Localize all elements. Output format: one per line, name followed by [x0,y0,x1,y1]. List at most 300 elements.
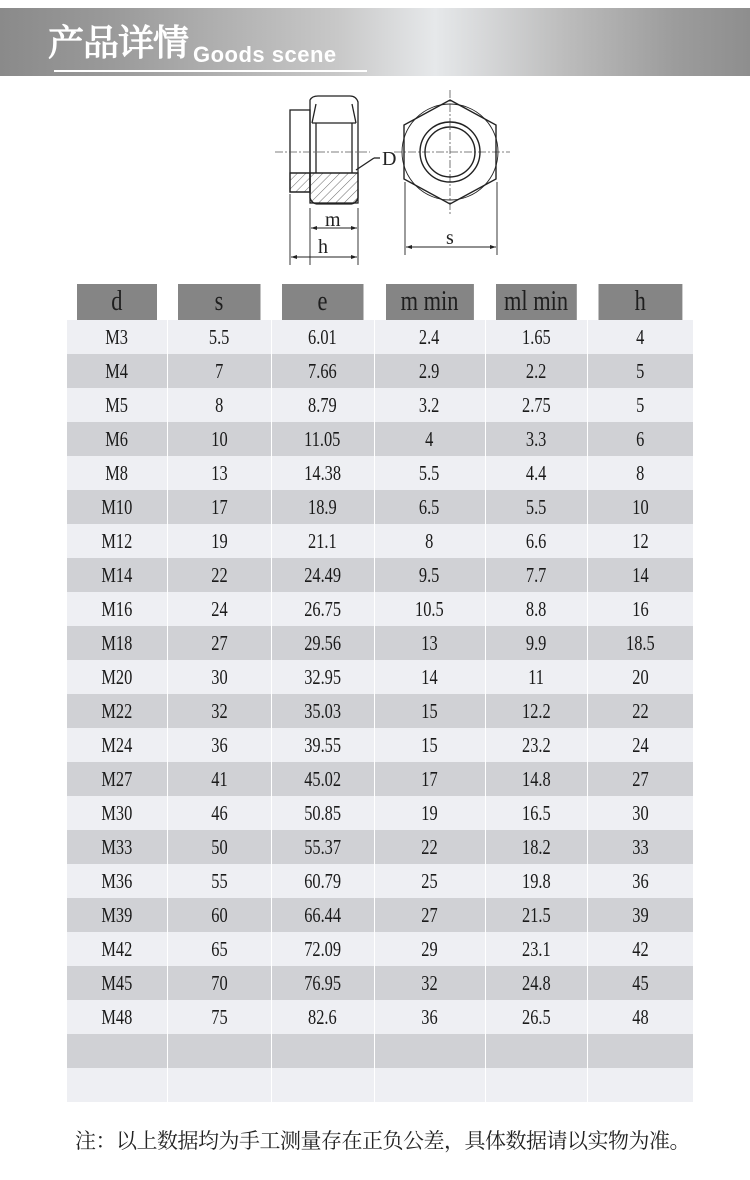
cell-value: 8.8 [525,597,547,621]
table-cell [271,932,374,966]
cell-value: 36 [632,869,649,893]
cell-value: 45 [632,971,649,995]
table-cell [485,388,587,422]
table-cell [485,898,587,932]
dimension-label-h: h [318,236,328,258]
table-cell [587,490,693,524]
table-cell [67,1034,167,1068]
cell-value: M24 [101,733,133,757]
cell-value: 11 [528,665,544,689]
cell-value: 26.5 [521,1005,551,1029]
table-cell [485,320,587,354]
table-cell [587,524,693,558]
cell-value: 17 [421,767,438,791]
cell-value: 29.56 [304,631,341,655]
table-cell [67,422,167,456]
table-cell [271,762,374,796]
cell-value: M45 [101,971,133,995]
table-cell [374,932,485,966]
cell-value: M4 [105,359,129,383]
banner-title-cn: 产品详情 [48,23,189,64]
table-cell [374,1068,485,1102]
table-row [67,728,693,762]
measurement-disclaimer-note: 注：以上数据均为手工测量存在正负公差，具体数据请以实物为准。 [75,1129,690,1153]
cell-value: 50.85 [304,801,341,825]
cell-value: 4 [425,427,434,451]
column-header-d: d [77,284,157,320]
table-cell [374,490,485,524]
table-row [67,898,693,932]
table-cell [374,524,485,558]
table-cell [167,524,271,558]
cell-value: 9.9 [525,631,547,655]
table-cell [271,864,374,898]
cell-value: 3.3 [525,427,547,451]
cell-value: M16 [101,597,133,621]
table-cell [587,796,693,830]
cell-value: 19.8 [521,869,551,893]
table-row [67,796,693,830]
cell-value: M48 [101,1005,133,1029]
cell-value: 8 [636,461,645,485]
cell-value: M22 [101,699,133,723]
cell-value: 66.44 [304,903,341,927]
table-cell [485,558,587,592]
cell-value: 70 [210,971,228,995]
dimension-label-m: m [325,209,341,231]
table-cell [485,694,587,728]
table-cell [67,966,167,1000]
cell-value: 17 [210,495,228,519]
table-cell [374,558,485,592]
table-cell [271,354,374,388]
table-cell [374,320,485,354]
cell-value: 60.79 [304,869,341,893]
cell-value: 60 [210,903,228,927]
table-cell [271,898,374,932]
table-cell [271,524,374,558]
table-row [67,762,693,796]
table-cell [167,456,271,490]
table-cell [271,320,374,354]
table-row [67,422,693,456]
table-cell [271,592,374,626]
nut-spec-table [67,284,693,1102]
cell-value: 65 [210,937,228,961]
table-cell [67,830,167,864]
table-cell [67,592,167,626]
table-cell [485,524,587,558]
table-cell [67,456,167,490]
table-cell [485,728,587,762]
cell-value: 48 [632,1005,649,1029]
table-cell [485,626,587,660]
table-cell [271,490,374,524]
cell-value: 41 [210,767,228,791]
table-cell [587,966,693,1000]
cell-value: 19 [210,529,228,553]
cell-value: 14.38 [304,461,341,485]
cell-value: 24 [632,733,649,757]
table-cell [587,354,693,388]
cell-value: 9.5 [419,563,440,587]
cell-value: 25 [421,869,438,893]
cell-value: 5 [636,393,645,417]
table-cell [374,660,485,694]
table-cell [271,1034,374,1068]
cell-value: 22 [421,835,438,859]
cell-value: 22 [632,699,649,723]
table-cell [374,762,485,796]
table-cell [167,660,271,694]
cell-value: 30 [210,665,228,689]
cell-value: M6 [105,427,129,451]
cell-value: 33 [632,835,649,859]
cell-value: 21.5 [521,903,551,927]
cell-value: 10 [632,495,649,519]
cell-value: 5.5 [208,325,230,349]
cell-value: 50 [210,835,228,859]
cell-value: 27 [632,767,649,791]
cell-value: 29 [421,937,438,961]
cell-value: 14 [421,665,438,689]
table-row [67,830,693,864]
cell-value: 7.7 [525,563,547,587]
table-cell [271,1068,374,1102]
cell-value: 5 [636,359,645,383]
column-header-s: s [177,284,260,320]
table-row [67,864,693,898]
cell-value: 82.6 [308,1005,337,1029]
cell-value: M3 [105,325,129,349]
table-cell [167,1000,271,1034]
cell-value: 18.9 [308,495,337,519]
table-cell [587,558,693,592]
cell-value: M30 [101,801,133,825]
cell-value: 13 [421,631,438,655]
cell-value: 22 [210,563,228,587]
table-cell [374,796,485,830]
table-cell [374,830,485,864]
table-cell [167,422,271,456]
table-row [67,592,693,626]
table-cell [67,796,167,830]
cell-value: 8.79 [308,393,337,417]
table-cell [374,966,485,1000]
cell-value: M20 [101,665,133,689]
table-cell [485,1000,587,1034]
table-cell [167,728,271,762]
table-cell [67,864,167,898]
table-cell [485,932,587,966]
table-cell [485,830,587,864]
cell-value: 11.05 [304,427,341,451]
table-cell [374,1000,485,1034]
table-cell [374,898,485,932]
cell-value: 27 [421,903,438,927]
table-cell [374,354,485,388]
table-cell [485,796,587,830]
cell-value: M18 [101,631,133,655]
table-cell [587,762,693,796]
table-cell [67,558,167,592]
cell-value: M14 [101,563,133,587]
table-row [67,660,693,694]
dimension-label-s: s [446,227,454,249]
table-row [67,490,693,524]
cell-value: M8 [105,461,129,485]
table-cell [67,660,167,694]
column-header-m-min: m min [385,284,474,320]
table-cell [374,626,485,660]
table-cell [374,864,485,898]
table-cell [587,898,693,932]
table-cell [271,422,374,456]
cell-value: 24 [210,597,228,621]
table-row [67,456,693,490]
table-cell [167,762,271,796]
column-header-h: h [598,284,683,320]
cell-value: 30 [632,801,649,825]
table-row [67,320,693,354]
table-cell [485,1068,587,1102]
cell-value: M5 [105,393,129,417]
table-header-row [67,284,693,320]
cell-value: 1.65 [521,325,551,349]
table-cell [587,864,693,898]
table-cell [485,966,587,1000]
table-cell [587,728,693,762]
table-cell [587,320,693,354]
table-cell [67,932,167,966]
cell-value: 2.75 [521,393,551,417]
cell-value: 21.1 [308,529,337,553]
cell-value: 6.5 [419,495,440,519]
table-row [67,626,693,660]
cell-value: 14.8 [521,767,551,791]
cell-value: 2.4 [419,325,440,349]
table-cell [271,694,374,728]
cell-value: 4 [636,325,645,349]
table-cell [271,796,374,830]
cell-value: 8 [214,393,224,417]
cell-value: 32.95 [304,665,341,689]
cell-value: 23.1 [521,937,551,961]
table-cell [67,626,167,660]
table-cell [374,592,485,626]
cell-value: 42 [632,937,649,961]
cell-value: 39.55 [304,733,341,757]
table-cell [374,388,485,422]
nut-technical-drawing [270,90,520,270]
cell-value: 55.37 [304,835,341,859]
cell-value: 5.5 [419,461,440,485]
table-cell [485,354,587,388]
column-header-m1-min: ml min [495,284,577,320]
cell-value: 27 [210,631,228,655]
cell-value: 36 [210,733,228,757]
table-cell [167,626,271,660]
table-body [67,320,693,1102]
table-cell [67,388,167,422]
table-row [67,1068,693,1102]
table-cell [167,354,271,388]
cell-value: M33 [101,835,133,859]
table-cell [67,694,167,728]
cell-value: 32 [421,971,438,995]
table-cell [271,728,374,762]
table-cell [167,966,271,1000]
cell-value: 8 [425,529,434,553]
table-cell [587,1000,693,1034]
table-row [67,932,693,966]
table-cell [271,558,374,592]
cell-value: 45.02 [304,767,341,791]
cell-value: 14 [632,563,649,587]
cell-value: 10.5 [415,597,444,621]
table-cell [374,694,485,728]
table-row [67,694,693,728]
cell-value: 32 [210,699,228,723]
table-cell [67,1000,167,1034]
cell-value: 7 [214,359,224,383]
table-cell [587,592,693,626]
table-cell [67,1068,167,1102]
table-cell [167,1034,271,1068]
table-cell [587,932,693,966]
table-row [67,558,693,592]
cell-value: M36 [101,869,133,893]
table-cell [587,830,693,864]
section-banner [0,8,750,76]
table-cell [485,490,587,524]
cell-value: 18.2 [521,835,551,859]
cell-value: 12.2 [521,699,551,723]
table-cell [485,592,587,626]
table-cell [271,660,374,694]
table-cell [67,728,167,762]
cell-value: 35.03 [304,699,341,723]
table-row [67,1034,693,1068]
cell-value: M12 [101,529,133,553]
cell-value: 16.5 [521,801,551,825]
cell-value: 55 [210,869,228,893]
table-cell [167,830,271,864]
cell-value: 72.09 [304,937,341,961]
table-cell [271,830,374,864]
table-cell [587,1068,693,1102]
table-cell [271,966,374,1000]
banner-underline [54,70,367,72]
table-cell [167,932,271,966]
table-cell [485,422,587,456]
table-cell [167,320,271,354]
table-cell [374,728,485,762]
table-cell [587,422,693,456]
table-cell [271,626,374,660]
cell-value: 4.4 [525,461,547,485]
cell-value: 46 [210,801,228,825]
cell-value: 12 [632,529,649,553]
table-cell [271,456,374,490]
table-cell [587,1034,693,1068]
cell-value: 3.2 [419,393,440,417]
table-cell [587,694,693,728]
table-row [67,388,693,422]
cell-value: M27 [101,767,133,791]
table-cell [485,762,587,796]
table-cell [167,694,271,728]
cell-value: 13 [210,461,228,485]
cell-value: 39 [632,903,649,927]
cell-value: 23.2 [521,733,551,757]
cell-value: 10 [210,427,228,451]
table-cell [374,456,485,490]
table-cell [167,1068,271,1102]
cell-value: 76.95 [304,971,341,995]
cell-value: 6.6 [525,529,547,553]
table-cell [67,354,167,388]
cell-value: 5.5 [525,495,547,519]
table-cell [167,592,271,626]
cell-value: 24.8 [521,971,551,995]
table-cell [167,388,271,422]
table-cell [167,796,271,830]
cell-value: 15 [421,733,438,757]
cell-value: 36 [421,1005,438,1029]
table-cell [485,456,587,490]
cell-value: 15 [421,699,438,723]
table-cell [485,864,587,898]
table-cell [374,422,485,456]
nylon-lock-nut-diagram-icon [270,90,520,270]
cell-value: M42 [101,937,133,961]
table-cell [167,864,271,898]
cell-value: 20 [632,665,649,689]
table-cell [167,898,271,932]
table-cell [587,626,693,660]
table-cell [67,320,167,354]
table-cell [67,762,167,796]
table-cell [587,456,693,490]
table-cell [271,1000,374,1034]
cell-value: 19 [421,801,438,825]
table-cell [271,388,374,422]
table-cell [67,898,167,932]
dimension-label-d: D [382,148,397,170]
cell-value: 6.01 [308,325,337,349]
table-cell [587,388,693,422]
table-row [67,1000,693,1034]
table-row [67,354,693,388]
cell-value: 7.66 [308,359,337,383]
cell-value: 6 [636,427,645,451]
table-cell [167,490,271,524]
table-cell [587,660,693,694]
cell-value: 24.49 [304,563,341,587]
banner-title-en: Goods scene [193,42,337,67]
table-cell [67,490,167,524]
table-row [67,966,693,1000]
cell-value: 26.75 [304,597,341,621]
table-cell [374,1034,485,1068]
cell-value: M10 [101,495,133,519]
cell-value: 2.2 [525,359,547,383]
cell-value: 16 [632,597,649,621]
table-cell [167,558,271,592]
table-row [67,524,693,558]
cell-value: 2.9 [419,359,440,383]
